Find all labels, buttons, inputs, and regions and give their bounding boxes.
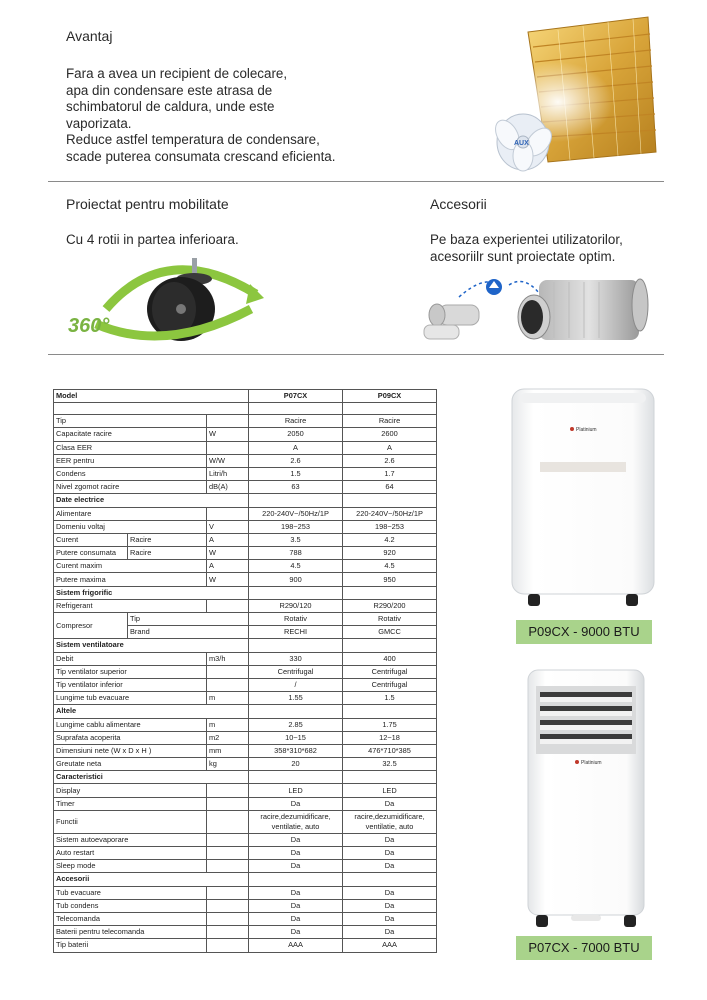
brand-logo-top: Platinium: [576, 427, 597, 433]
table-row: [54, 507, 437, 520]
table-cell: Sleep mode: [54, 860, 207, 873]
table-cell: [207, 886, 249, 899]
table-cell: Baterii pentru telecomanda: [54, 926, 207, 939]
table-cell: A: [207, 560, 249, 573]
table-cell: Tip: [54, 415, 207, 428]
table-cell: Nivel zgomot racire: [54, 481, 207, 494]
table-cell: LED: [249, 784, 343, 797]
table-cell: Brand: [128, 626, 249, 639]
table-cell: Da: [343, 797, 437, 810]
table-cell: [343, 494, 437, 507]
table-cell: Racire: [128, 533, 207, 546]
table-cell: m2: [207, 731, 249, 744]
table-cell: Putere maxima: [54, 573, 207, 586]
table-cell: [207, 810, 249, 833]
table-cell: 476*710*385: [343, 744, 437, 757]
table-cell: [343, 586, 437, 599]
table-cell: Timer: [54, 797, 207, 810]
table-cell: 2050: [249, 428, 343, 441]
table-cell: R290/120: [249, 599, 343, 612]
table-row: [54, 415, 437, 428]
table-cell: Curent maxim: [54, 560, 207, 573]
table-cell: 198~253: [343, 520, 437, 533]
table-cell: m: [207, 718, 249, 731]
table-cell: Da: [249, 926, 343, 939]
mobility-text: Cu 4 rotii in partea inferioara.: [66, 232, 239, 247]
table-row: [54, 467, 437, 480]
table-cell: 63: [249, 481, 343, 494]
product-p07-image: [526, 668, 646, 930]
table-row: [54, 520, 437, 533]
table-cell: Caracteristici: [54, 771, 249, 784]
table-cell: W/W: [207, 454, 249, 467]
table-cell: 220-240V~/50Hz/1P: [249, 507, 343, 520]
table-cell: Da: [343, 833, 437, 846]
table-cell: Tip ventilator inferior: [54, 678, 207, 691]
table-cell: Da: [249, 847, 343, 860]
table-cell: EER pentru: [54, 454, 207, 467]
table-cell: Centrifugal: [343, 665, 437, 678]
table-section-row: [54, 639, 437, 652]
exhaust-hose-image: [414, 265, 664, 350]
table-cell: [207, 784, 249, 797]
table-cell: Centrifugal: [343, 678, 437, 691]
table-cell: 2.6: [249, 454, 343, 467]
table-cell: Tub evacuare: [54, 886, 207, 899]
table-cell: Da: [343, 860, 437, 873]
table-cell: Da: [249, 886, 343, 899]
table-cell: 1.5: [343, 692, 437, 705]
table-cell: 220-240V~/50Hz/1P: [343, 507, 437, 520]
table-cell: Sistem autoevaporare: [54, 833, 207, 846]
table-cell: 1.75: [343, 718, 437, 731]
table-cell: Clasa EER: [54, 441, 207, 454]
table-cell: Domeniu voltaj: [54, 520, 207, 533]
table-cell: [207, 847, 249, 860]
aux-logo: AUX: [514, 140, 529, 147]
spec-table: [53, 389, 437, 953]
table-cell: Da: [343, 886, 437, 899]
table-row: [54, 758, 437, 771]
table-cell: [343, 873, 437, 886]
table-cell: AAA: [343, 939, 437, 952]
table-cell: 20: [249, 758, 343, 771]
table-cell: mm: [207, 744, 249, 757]
table-row: [54, 744, 437, 757]
table-cell: A: [207, 533, 249, 546]
table-cell: 10~15: [249, 731, 343, 744]
table-cell: 400: [343, 652, 437, 665]
table-cell: [249, 771, 343, 784]
header-p07: P07CX: [249, 390, 343, 403]
table-cell: Da: [249, 899, 343, 912]
table-cell: Tip: [128, 613, 249, 626]
table-row: [54, 912, 437, 925]
mobility-title: Proiectat pentru mobilitate: [66, 196, 229, 212]
table-cell: 1.7: [343, 467, 437, 480]
table-cell: [207, 926, 249, 939]
table-cell: Da: [249, 912, 343, 925]
table-cell: Debit: [54, 652, 207, 665]
table-cell: 1.55: [249, 692, 343, 705]
table-cell: [207, 797, 249, 810]
table-cell: Date electrice: [54, 494, 249, 507]
table-cell: 32.5: [343, 758, 437, 771]
table-cell: Altele: [54, 705, 249, 718]
table-row: [54, 613, 437, 626]
table-cell: Da: [249, 860, 343, 873]
table-row: [54, 454, 437, 467]
table-cell: W: [207, 573, 249, 586]
table-cell: W: [207, 547, 249, 560]
table-cell: [207, 507, 249, 520]
table-row: [54, 860, 437, 873]
table-row: [54, 899, 437, 912]
table-cell: 1.5: [249, 467, 343, 480]
table-cell: Tip ventilator superior: [54, 665, 207, 678]
table-cell: Curent: [54, 533, 128, 546]
table-cell: RECHI: [249, 626, 343, 639]
divider-bottom: [48, 354, 664, 355]
table-cell: Putere consumata: [54, 547, 128, 560]
product-p09-label: P09CX - 9000 BTU: [516, 620, 652, 644]
table-cell: Racire: [128, 547, 207, 560]
product-p09-image: [510, 387, 656, 609]
table-cell: 4.2: [343, 533, 437, 546]
table-section-row: [54, 586, 437, 599]
table-cell: Da: [343, 847, 437, 860]
table-row: [54, 428, 437, 441]
table-cell: 12~18: [343, 731, 437, 744]
table-cell: Display: [54, 784, 207, 797]
table-cell: [207, 665, 249, 678]
table-section-row: [54, 494, 437, 507]
table-cell: [207, 912, 249, 925]
table-cell: m3/h: [207, 652, 249, 665]
table-cell: Litri/h: [207, 467, 249, 480]
table-cell: V: [207, 520, 249, 533]
header-p09: P09CX: [343, 390, 437, 403]
table-cell: m: [207, 692, 249, 705]
table-row: [54, 718, 437, 731]
table-cell: [249, 586, 343, 599]
table-cell: 3.5: [249, 533, 343, 546]
table-row: [54, 833, 437, 846]
table-row: [54, 560, 437, 573]
table-cell: [249, 873, 343, 886]
accessories-text: Pe baza experientei utilizatorilor, acesoriilr sunt proiectate optim.: [430, 232, 623, 264]
table-cell: [343, 639, 437, 652]
table-cell: [249, 639, 343, 652]
table-cell: Functii: [54, 810, 207, 833]
table-cell: racire,dezumidificare, ventilatie, auto: [343, 810, 437, 833]
table-cell: [207, 860, 249, 873]
table-cell: 788: [249, 547, 343, 560]
table-cell: Centrifugal: [249, 665, 343, 678]
table-cell: [207, 899, 249, 912]
table-cell: Racire: [343, 415, 437, 428]
table-cell: 358*310*682: [249, 744, 343, 757]
table-cell: Accesorii: [54, 873, 249, 886]
table-cell: Da: [343, 926, 437, 939]
advantage-text: Fara a avea un recipient de colecare, apa din condensare este atrasa de schimbatorul de caldura, unde este vaporizata. Reduce astfel temperatura de condensare, scade puterea consumata crescand eficienta.: [66, 66, 336, 164]
table-row: [54, 692, 437, 705]
table-cell: Lungime cablu alimentare: [54, 718, 207, 731]
brand-logo-bottom: Platinium: [581, 760, 602, 766]
table-row: [54, 886, 437, 899]
table-cell: Da: [343, 912, 437, 925]
table-cell: 2.6: [343, 454, 437, 467]
table-row: [54, 481, 437, 494]
table-cell: Dimensiuni nete (W x D x H ): [54, 744, 207, 757]
table-cell: [207, 939, 249, 952]
table-cell: 2.85: [249, 718, 343, 731]
table-cell: Sistem frigorific: [54, 586, 249, 599]
table-cell: [207, 678, 249, 691]
caster-wheel-image: [66, 254, 266, 346]
table-section-row: [54, 873, 437, 886]
product-p07-label: P07CX - 7000 BTU: [516, 936, 652, 960]
table-cell: Capacitate racire: [54, 428, 207, 441]
table-cell: 900: [249, 573, 343, 586]
table-cell: 4.5: [343, 560, 437, 573]
table-cell: Auto restart: [54, 847, 207, 860]
header-model: Model: [54, 390, 249, 403]
table-row: [54, 547, 437, 560]
table-cell: LED: [343, 784, 437, 797]
table-section-row: [54, 771, 437, 784]
table-cell: W: [207, 428, 249, 441]
table-cell: Da: [249, 797, 343, 810]
table-row: [54, 939, 437, 952]
table-row: [54, 652, 437, 665]
table-row: [54, 573, 437, 586]
table-row: [54, 678, 437, 691]
table-cell: Condens: [54, 467, 207, 480]
table-cell: [207, 833, 249, 846]
table-cell: Suprafata acoperita: [54, 731, 207, 744]
table-row: [54, 533, 437, 546]
table-cell: R290/200: [343, 599, 437, 612]
table-cell: Lungime tub evacuare: [54, 692, 207, 705]
table-cell: A: [249, 441, 343, 454]
table-header-row: [54, 390, 437, 403]
table-cell: Telecomanda: [54, 912, 207, 925]
table-cell: racire,dezumidificare, ventilatie, auto: [249, 810, 343, 833]
table-cell: Compresor: [54, 613, 128, 639]
table-row: [54, 784, 437, 797]
table-row: [54, 665, 437, 678]
table-cell: Da: [343, 899, 437, 912]
table-cell: Da: [249, 833, 343, 846]
table-cell: A: [343, 441, 437, 454]
accessories-title: Accesorii: [430, 196, 487, 212]
divider-top: [48, 181, 664, 182]
table-cell: Racire: [249, 415, 343, 428]
table-cell: /: [249, 678, 343, 691]
table-cell: 950: [343, 573, 437, 586]
table-cell: Refrigerant: [54, 599, 207, 612]
table-cell: Rotativ: [343, 613, 437, 626]
table-cell: AAA: [249, 939, 343, 952]
table-cell: 198~253: [249, 520, 343, 533]
table-cell: Tip baterii: [54, 939, 207, 952]
table-cell: [343, 705, 437, 718]
table-row: [54, 847, 437, 860]
heat-exchanger-image: [488, 12, 658, 174]
table-row: [54, 926, 437, 939]
table-cell: dB(A): [207, 481, 249, 494]
table-cell: [207, 441, 249, 454]
table-cell: GMCC: [343, 626, 437, 639]
table-cell: [249, 494, 343, 507]
table-cell: Sistem ventilatoare: [54, 639, 249, 652]
table-cell: Greutate neta: [54, 758, 207, 771]
table-cell: 64: [343, 481, 437, 494]
table-row: [54, 810, 437, 833]
advantage-title: Avantaj: [66, 28, 113, 44]
table-row: [54, 441, 437, 454]
table-cell: 4.5: [249, 560, 343, 573]
table-cell: Alimentare: [54, 507, 207, 520]
table-cell: 330: [249, 652, 343, 665]
table-cell: Tub condens: [54, 899, 207, 912]
table-cell: Rotativ: [249, 613, 343, 626]
table-cell: 2600: [343, 428, 437, 441]
table-cell: [249, 705, 343, 718]
table-row: [54, 731, 437, 744]
table-blank-row: [54, 403, 437, 415]
table-cell: [207, 599, 249, 612]
badge-360: 360°: [68, 315, 110, 337]
table-row: [54, 797, 437, 810]
table-row: [54, 599, 437, 612]
table-cell: [343, 771, 437, 784]
table-cell: 920: [343, 547, 437, 560]
table-section-row: [54, 705, 437, 718]
table-cell: kg: [207, 758, 249, 771]
table-cell: [207, 415, 249, 428]
